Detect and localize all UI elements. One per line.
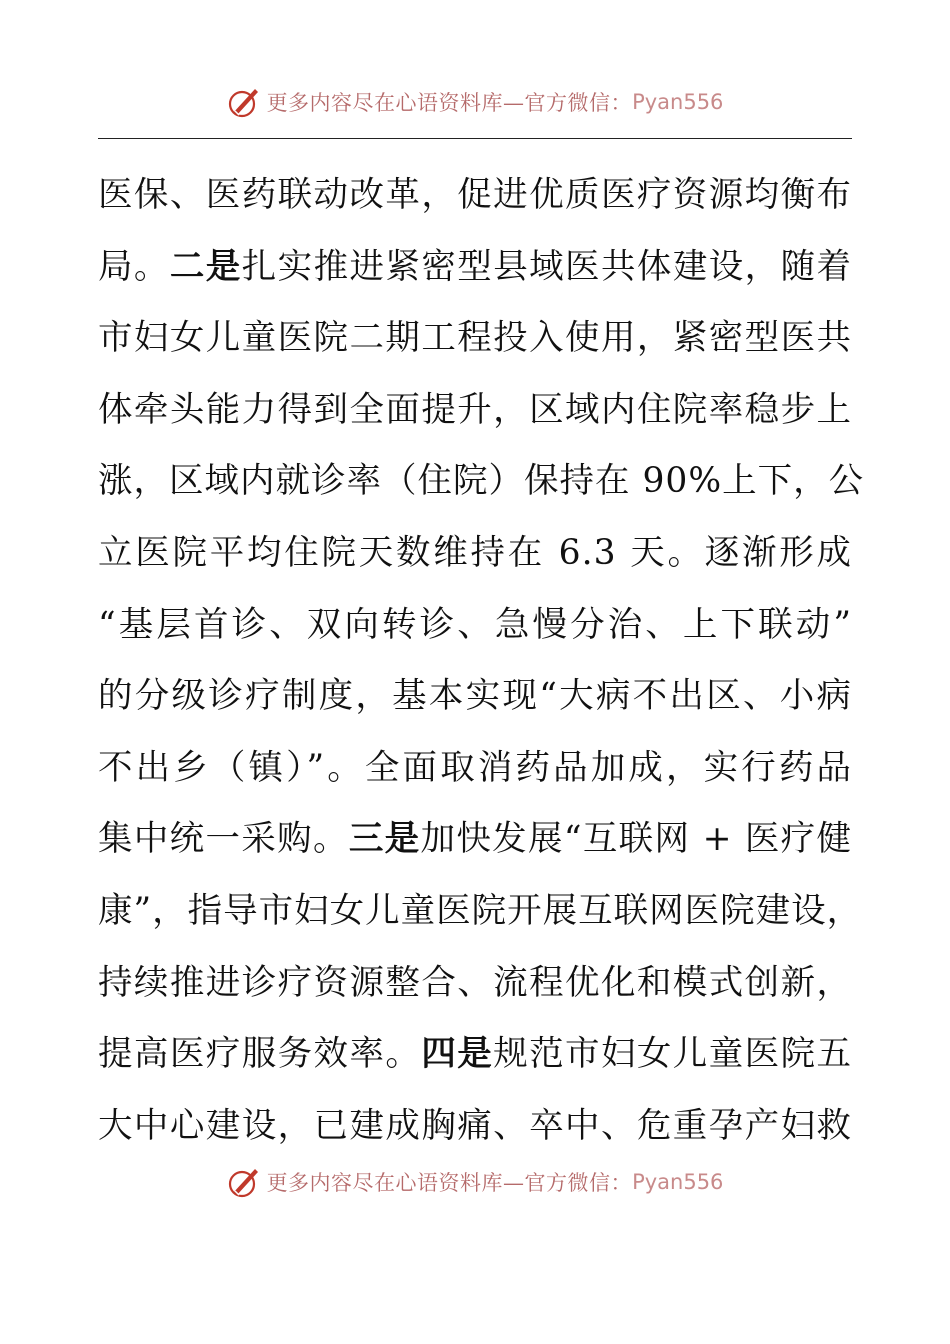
footer-site-text: 更多内容尽在心语资料库—官方微信：	[266, 1171, 633, 1195]
text-line: 市妇女儿童医院二期工程投入使用，紧密型医共	[98, 318, 852, 359]
quill-pen-logo-icon	[227, 1165, 261, 1199]
document-body	[98, 160, 865, 1162]
footer-banner	[0, 1162, 950, 1202]
header-divider	[98, 138, 852, 139]
text-line: “基层首诊、双向转诊、急慢分治、上下联动”	[98, 604, 852, 645]
header-wechat-id: Pyan556	[632, 90, 724, 114]
text-line: 涨，区域内就诊率（住院）保持在 90%上下，公	[98, 461, 865, 502]
text-line: 体牵头能力得到全面提升，区域内住院率稳步上	[98, 389, 852, 430]
quill-pen-logo-icon	[227, 85, 261, 119]
text-line: 不出乡（镇）”。全面取消药品加成，实行药品	[98, 747, 852, 788]
text-line: 大中心建设，已建成胸痛、卒中、危重孕产妇救	[98, 1105, 852, 1146]
header-site-text: 更多内容尽在心语资料库—官方微信：	[266, 91, 633, 115]
text-line: 康”，指导市妇女儿童医院开展互联网医院建设，	[98, 890, 863, 931]
footer-wechat-id: Pyan556	[632, 1170, 724, 1194]
bold-keyword: 三是	[348, 819, 421, 860]
text-line: 持续推进诊疗资源整合、流程优化和模式创新，	[98, 962, 852, 1003]
bold-keyword: 二是	[169, 246, 242, 287]
text-line: 医保、医药联动改革，促进优质医疗资源均衡布	[98, 175, 852, 215]
text-line: 局。二是扎实推进紧密型县域医共体建设，随着	[98, 246, 853, 287]
text-line: 集中统一采购。三是加快发展“互联网 + 医疗健	[98, 819, 853, 860]
text-line: 立医院平均住院天数维持在 6.3 天。逐渐形成	[98, 532, 852, 573]
bold-keyword: 四是	[421, 1034, 494, 1075]
text-line: 的分级诊疗制度，基本实现“大病不出区、小病	[98, 676, 852, 717]
header-banner	[0, 82, 950, 122]
text-line: 提高医疗服务效率。四是规范市妇女儿童医院五	[98, 1034, 853, 1075]
